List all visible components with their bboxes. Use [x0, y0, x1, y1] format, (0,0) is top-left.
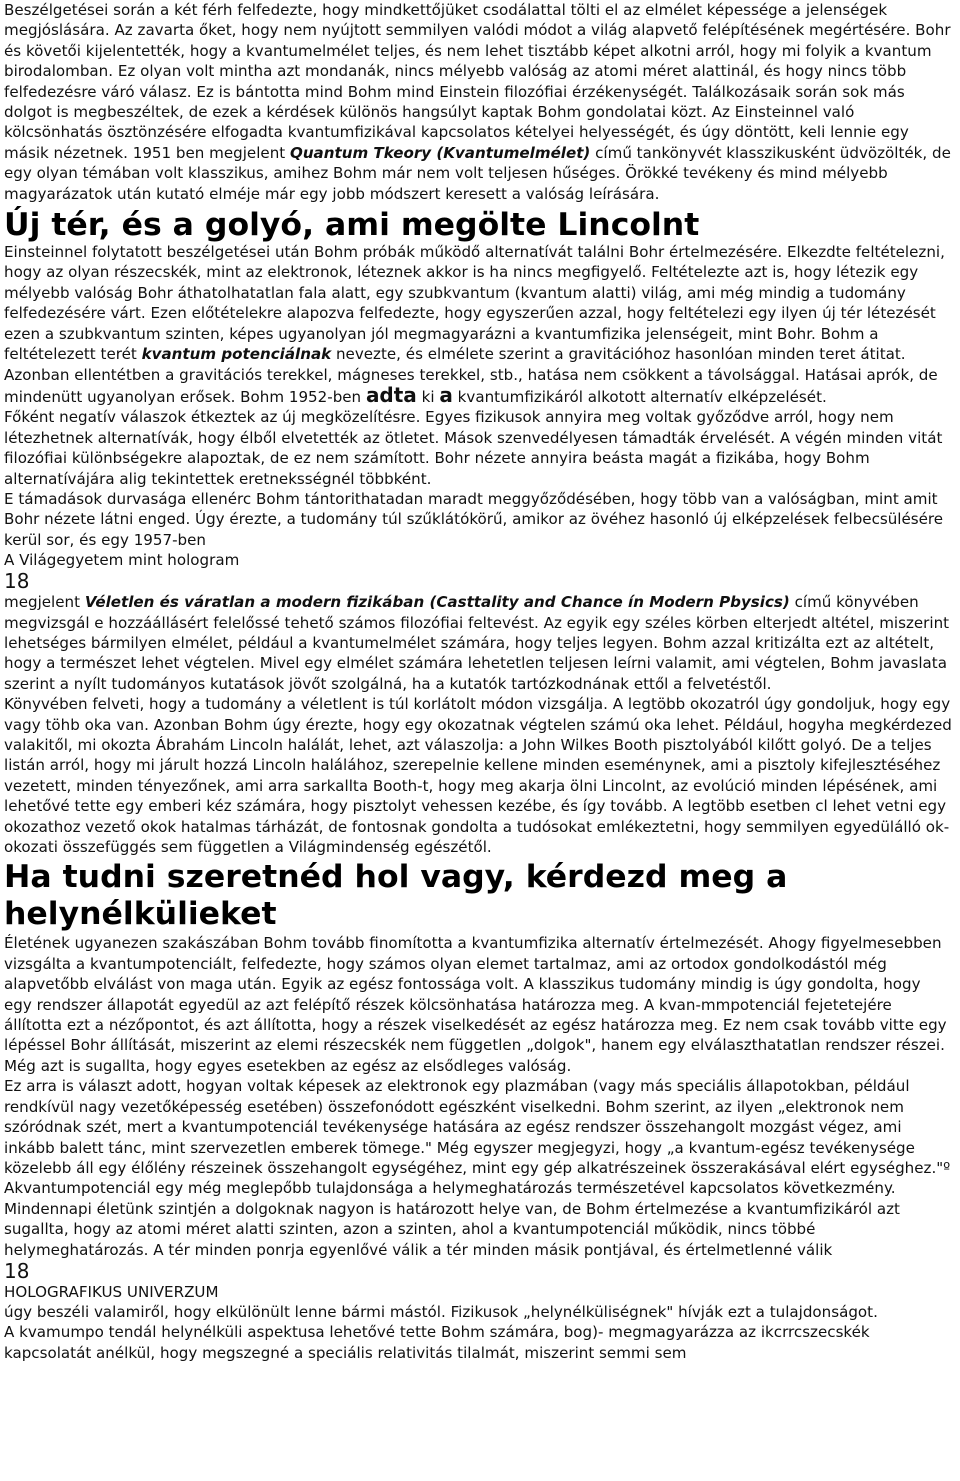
book-title: Quantum Tkeory (Kvantumelmélet): [289, 143, 591, 162]
section-heading: Új tér, és a golyó, ami megölte Lincolnt: [4, 207, 700, 244]
paragraph: Ez arra is választ adott, hogyan voltak képesek az elektronok egy plazmában (vagy más speciális állapotokban, például rendkívül nagy vezetőképesség esetében) összefonódott egészként viselkedni. Bohm szerint, az ilyen „elektronok nem szóródnak szét, mert a kvantumpotenciál tevékenysége hatására az egész rendszer összehangolt mozgást végez, ami inkább balett tánc, mint szervezetlen emberek tömege." Még egyszer megjegyzi, hogy „a kvantum-egész tevékenysége közelebb áll egy élőlény részeinek összehangolt egységéhez, mint egy gép alkatrészeinek összerakásával elért egységhez."º: [4, 1077, 951, 1177]
paragraph: Főként negatív válaszok étkeztek az új megközelítésre. Egyes fizikusok annyira meg voltak győződve arról, hogy nem létezhetnek alternatívák, hogy élből elvetették az ötletet. Mások szenvedélyesen támadták érvelését. A végén minden vitát filozófiai különbségekre alapoztak, de ez nem számított. Bohr nézete annyira beásta magát a fizikába, hogy Bohm alternatívájára alig tekintettek eretneksségnél többként.: [4, 408, 943, 488]
emphasis-term: kvantum potenciálnak: [141, 345, 332, 364]
paragraph: Életének ugyanezen szakászában Bohm tovább finomította a kvantumfizika alternatív értelmezését. Ahogy figyelmesebben vizsgálta a kvantumpotenciált, felfedezte, hogy számos olyan elemet tartalmaz, ami az ortodox gondolkodástól még alapvetőbb elválást von maga után. Egyik az egész fontossága volt. A klasszikus tudomány mindig is úgy gondolta, hogy egy rendszer állapotát egyedül az azt felépítő részek kölcsönhatása határozza meg. A kvan-mmpotenciál fejetetejére állította ezt a nézőpontot, és azt állította, hogy a részek viselkedését az egész határozza meg. Ez nem csak tovább vitte egy lépéssel Bohr állítását, miszerint az elemi részecskék nem független „dolgok", hanem egy elválaszthatatlan rendszer részei. Még azt is sugallta, hogy egyes esetekben az egész az elsődleges valóság.: [4, 934, 947, 1075]
page-number: 18: [4, 569, 30, 594]
paragraph: Einsteinnel folytatott beszélgetései után Bohm próbák működő alternatívát találni Bohr értelmezésére. Elkezdte feltételezni, hogy az olyan részecskék, mint az elektronok, léteznek akkor is ha nincs megfigyelő. Feltételezte azt is, hogy létezik egy mélyebb valóság Bohr áthatolhatatlan fala alatt, egy szubkvantum (kvantum alatti) világ, ami még mindig a tudomány felfedezésére várt. Ezen előtételekre alapozva felfedezte, hogy egyszerűen azzal, hogy feltételezi egy ilyen új tér létezését ezen a szubkvantum szinten, képes ugyanolyan jól megmagyarázni a kvantumfizika jelenségeit, mint Bohr. Bohm a feltételezett terét kvantum potenciálnak nevezte, és elmélete szerint a gravitációhoz hasonlóan minden teret átitat. Azonban ellentétben a gravitációs terekkel, mágneses terekkel, stb., hatása nem csökkent a távolsággal. Hatásai aprók, de mindenütt ugyanolyan erősek. Bohm 1952-ben adta ki a kvantumfizikáról alkotott alternatív elképzelését.: [4, 243, 945, 407]
running-header: A Világegyetem mint hologram: [4, 551, 240, 570]
running-header: HOLOGRAFIKUS UNIVERZUM: [4, 1282, 219, 1301]
paragraph: Akvantumpotenciál egy még meglepőbb tulajdonsága a helymeghatározás természetével kapcsolatos következmény. Mindennapi életünk szintjén a dolgoknak nagyon is határozott helye van, de Bohm értelmezése a kvantumfizikáról azt sugallta, hogy az atomi méret alatti szinten, azon a szinten, ahol a kvantumpotenciál működik, nincs többé helymeghatározás. A tér minden ponrja egyenlővé válik a tér minden másik pontjával, és értelmetlenné válik: [4, 1179, 900, 1259]
section-heading: Ha tudni szeretnéd hol vagy, kérdezd meg a helynélkülieket: [4, 859, 788, 933]
paragraph: E támadások durvasága ellenérc Bohm tántorithatadan maradt meggyőződésében, hogy több van a valóságban, mint amit Bohr nézete látni enged. Úgy érezte, a tudomány túl szűklátókörű, amikor az övéhez hasonló új elképzelések felbecsülésére kerül sor, és egy 1957-ben: [4, 489, 944, 549]
paragraph: A kvamumpo tendál helynélküli aspektusa lehetővé tette Bohm számára, bog)- megmagyarázza az ikcrrcszecskék kapcsolatát anélkül, hogy megszegné a speciális relativitás tilalmát, miszerint semmi sem: [4, 1323, 870, 1362]
paragraph: megjelent Véletlen és váratlan a modern fizikában (Casttality and Chance ín Modern Pbysics) című könyvében megvizsgál e hozzáállásért felelőssé tehető számos filozófiai feltevést. Az egyik egy széles körben elterjedt altétel, miszerint lehetséges bármilyen elmélet, például a kvantumelmélet számára, hogy teljes legyen. Bohm azzal kritizálta ezt az altételt, hogy a természet lehet végtelen. Mivel egy elmélet számára lehetetlen teljesen leírni valamit, ami végtelen, Bohm javaslata szerint a nyílt tudományos kutatások jövőt szolgálná, ha a kutatók tartózkodnának ettől a felvetéstől.: [4, 593, 950, 693]
page-number: 18: [4, 1258, 30, 1283]
paragraph: úgy beszéli valamiről, hogy elkülönült lenne bármi mástól. Fizikusok „helynélküliségnek" hívják ezt a tulajdonságot.: [4, 1302, 878, 1321]
paragraph: Beszélgetései során a két férh felfedezte, hogy mindkettőjüket csodálattal tölti el az elmélet képessége a jelenségek megjóslására. Az zavarta őket, hogy nem nyújtott semmilyen valódi módot a világ alapvető felépítésének megértésére. Bohr és követői kijelentették, hogy a kvantumelmélet teljes, és nem lehet tisztább képet alkotni arról, hogy mi folyik a kvantum birodalomban. Ez olyan volt mintha azt mondanák, nincs mélyebb valóság az atomi méret alattinál, és hogy nincs több felfedezésre váró válasz. Ez is bántotta mind Bohm mind Einstein filozófiai érzékenységét. Találkozásaik során sok más dolgot is megbeszéltek, de ezek a kérdések különös hangsúlyt kaptak Bohm gondolatai közt. Az Einsteinnel való kölcsönhatás ösztönzésére elfogadta kvantumfizikával kapcsolatos kételyei helyességét, és úgy döntött, keli lennie egy másik nézetnek. 1951 ben megjelent Quantum Tkeory (Kvantumelmélet) című tankönyvét klasszikusként üdvözölték, de egy olyan témában volt klasszikus, amihez Bohm már nem volt teljesen hűséges. Örökké tevékeny és mind mélyebb magyarázatok után kutató elméje már egy jobb módszert keresett a valóság leírására.: [4, 1, 951, 203]
paragraph: Könyvében felveti, hogy a tudomány a véletlent is túl korlátolt módon vizsgálja. A legtöbb okozatról úgy gondoljuk, hogy egy vagy töhb oka van. Azonban Bohm úgy érezte, hogy egy okozatnak végtelen számú oka lehet. Például, hogyha megkérdezed valakitől, mi okozta Ábrahám Lincoln halálát, lehet, azt válaszolja: a John Wilkes Booth pisztolyából kilőtt golyó. De a teljes listán arról, hogy mi járult hozzá Lincoln halálához, szerepelnie kellene minden eseménynek, ami a pisztoly kifejlesztéséhez vezetett, minden tényezőnek, ami arra sarkallta Booth-t, hogy meg akarja ölni Lincolnt, az evolúció minden lépésének, ami lehetővé tette egy emberi kéz számára, hogy pisztolyt vehessen kezébe, és így tovább. A legtöbb esetben cl lehet vetni egy okozathoz vezető okok hatalmas tárházát, de fontosnak gondolta a tudósokat emlékeztetni, hogy semmilyen egyedülálló ok-okozati összefüggés sem független a Világmindenség egészétől.: [4, 695, 952, 857]
book-title: Véletlen és váratlan a modern fizikában (Casttality and Chance ín Modern Pbysics): [84, 593, 790, 612]
